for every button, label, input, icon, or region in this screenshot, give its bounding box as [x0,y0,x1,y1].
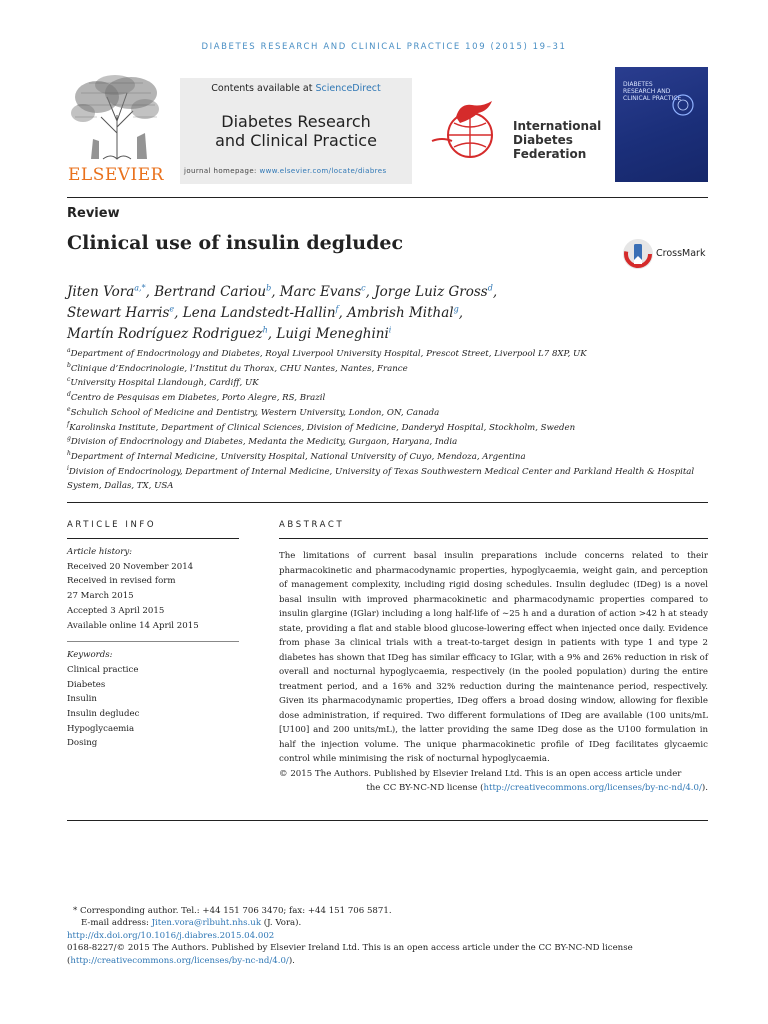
journal-info-box [180,78,412,184]
author-name: Lena Landstedt-Hallin [182,305,336,321]
journal-homepage-link[interactable]: www.elsevier.com/locate/diabres [259,167,387,175]
affiliation-item: $^e$Schulich School of Medicine and Dentistry, Western University, London, ON, Canada [67,405,440,418]
author-affiliation-link[interactable]: b [266,283,272,293]
affiliation-item: $^b$Clinique d’Endocrinologie, l’Institut du Thorax, CHU Nantes, Nantes, France [67,361,408,374]
article-info-rule [67,538,239,539]
keyword-item: Hypoglycaemia [67,723,135,734]
elsevier-logo [67,75,165,183]
abstract-body: The limitations of current basal insulin preparations include concerns related to their pharmacokinetic and pharmacodynamic properties, hypoglycaemia, weight gain, and perception of management complexity, including rigid dosing schedules. Insulin degludec (IDeg) is a novel basal insulin with improved pharmacokinetic and pharmacodynamic properties compared to insulin glargine (IGlar) including a long half-life of ∼25 h and a duration of action >42 h at steady state, providing a flat and stable blood glucose-lowering effect when injected once daily. Evidence from phase 3a clinical trials with a treat-to-target design in patients with type 1 and type 2 diabetes has shown that IDeg has similar efficacy to IGlar, with a 9% and 26% reduction in risk of overall and nocturnal hypoglycaemia, respectively (in the pooled population) during the entire treatment period, and a 16% and 32% reduction during the maintenance period, respectively. Given its pharmacodynamic properties, IDeg offers a broad dosing window, allowing for flexible dose administration, if required. Two different formulations of IDeg are available (100 units/mL [U100] and 200 units/mL), the latter providing the same IDeg dose as the U100 formulation in half the injection volume. The unique pharmacokinetic profile of IDeg facilitates glycaemic control while minimising the risk of nocturnal hypoglycaemia. © 2015 The Authors. Published by Elsevier Ireland Ltd. This is an open access article under the CC BY-NC-ND license (http://creativecommons.org/licenses/by-nc-nd/4.0/). [279,549,708,796]
keyword-item: Dosing [67,738,98,749]
article-info-heading: ARTICLE INFO [67,520,157,530]
author-affiliation-link[interactable]: i [388,325,392,335]
crossmark-label: CrossMark [656,248,706,259]
abstract-license: the CC BY-NC-ND license (http://creativecommons.org/licenses/by-nc-nd/4.0/). [366,783,708,793]
affiliation-item: $^h$Department of Internal Medicine, University Hospital, National University of Cuyo, Mendoza, Argentina [67,450,526,462]
journal-header [67,67,708,184]
keywords-rule [67,641,239,642]
cover-rings-icon [663,89,703,129]
abstract-section [279,520,708,539]
article-history: Article history: Received 20 November 2014 Received in revised form 27 March 2015 Accepted 3 April 2015 Available online 14 April 2015 [67,547,199,631]
elsevier-tree-icon [67,75,165,161]
author-list: Jiten Vora$^{a,*}$, Bertrand Cariou$^b$, Marc Evans$^c$, Jorge Luiz Gross$^d$, Stewart Harris$^e$, Lena Landstedt-Hallin$^f$, Ambrish Mithal$^g$, Martín Rodríguez Rodriguez$^h$, Luigi Meneghini$^i$ [67,283,498,342]
author-name: Jiten Vora [67,284,135,300]
abstract-rule [279,538,708,539]
author-name: Bertrand Cariou [154,284,267,300]
journal-title: Diabetes Research and Clinical Practice [215,112,377,150]
elsevier-wordmark: ELSEVIER [68,165,164,185]
abstract-divider [67,820,708,821]
keyword-item: Insulin degludec [67,709,140,720]
author-name: Luigi Meneghini [276,326,389,342]
author-affiliation-link[interactable]: e [169,304,175,314]
author-affiliation-link[interactable]: d [487,283,493,293]
author-affiliation-link[interactable]: f [335,304,339,314]
author-affiliation-link[interactable]: g [453,304,459,314]
affiliation-item: $^c$University Hospital Llandough, Cardiff, UK [67,376,259,389]
author-affiliation-link[interactable]: c [361,283,366,293]
article-info [67,520,239,751]
license-link[interactable]: http://creativecommons.org/licenses/by-nc-nd/4.0/ [483,783,702,793]
author-name: Ambrish Mithal [347,305,454,321]
author-affiliation-link[interactable]: h [262,325,268,335]
crossmark-badge[interactable] [622,238,712,270]
author-name: Jorge Luiz Gross [374,284,488,300]
affiliations-divider [67,502,708,503]
cover-title: DIABETES RESEARCH AND CLINICAL PRACTICE [623,81,682,102]
contents-available: Contents available at ScienceDirect [211,83,381,94]
idf-wordmark: International Diabetes Federation [513,119,602,161]
abstract-heading: ABSTRACT [279,520,345,530]
affiliation-item: $^d$Centro de Pesquisas em Diabetes, Porto Alegre, RS, Brazil [67,391,326,404]
affiliation-item: $^i$Division of Endocrinology, Department of Internal Medicine, University of Texas Southwestern Medical Center and Parkland Health & Hospital System, Dallas, TX, USA [67,464,695,492]
journal-cover-thumbnail [615,67,708,182]
footnote-license-link[interactable]: http://creativecommons.org/licenses/by-nc-nd/4.0/ [70,955,289,966]
doi-link[interactable]: http://dx.doi.org/10.1016/j.diabres.2015.04.002 [67,930,275,941]
sciencedirect-link[interactable]: ScienceDirect [315,83,381,94]
journal-homepage: journal homepage: www.elsevier.com/locate/diabres [184,167,387,175]
email-link[interactable]: Jiten.vora@rlbuht.nhs.uk [151,918,262,929]
email-note: E-mail address: Jiten.vora@rlbuht.nhs.uk (J. Vora). [81,918,302,929]
article-type: Review [67,206,120,221]
abstract-copyright: © 2015 The Authors. Published by Elsevier Ireland Ltd. This is an open access article under [279,768,682,779]
affiliation-list [67,347,708,494]
running-head: DIABETES RESEARCH AND CLINICAL PRACTICE 109 (2015) 19–31 [201,42,567,52]
article-title: Clinical use of insulin degludec [67,232,404,254]
author-name: Marc Evans [279,284,362,300]
idf-bird-icon [430,97,510,169]
keyword-item: Diabetes [67,679,106,690]
author-affiliation-link[interactable]: a,* [134,283,146,293]
crossmark-icon [622,238,654,270]
keyword-item: Insulin [67,694,97,705]
corresponding-author-note: * Corresponding author. Tel.: +44 151 706 3470; fax: +44 151 706 5871. [73,906,392,916]
affiliation-item: $^a$Department of Endocrinology and Diabetes, Royal Liverpool University Hospital, Prescot Street, Liverpool L7 8XP, UK [67,347,587,359]
keyword-item: Clinical practice [67,664,139,675]
affiliation-item: $^g$Division of Endocrinology and Diabetes, Medanta the Medicity, Gurgaon, Haryana, India [67,435,458,448]
idf-logo [430,97,510,169]
license-note: 0168-8227/© 2015 The Authors. Published by Elsevier Ireland Ltd. This is an open access article under the CC BY-NC-ND license (http://creativecommons.org/licenses/by-nc-nd/4.0/). [67,943,633,966]
keywords: Keywords: Clinical practice Diabetes Insulin Insulin degludec Hypoglycaemia Dosing [67,648,239,751]
footnotes [67,905,708,967]
author-name: Martín Rodríguez Rodriguez [67,326,263,342]
affiliation-item: $^f$Karolinska Institute, Department of Clinical Sciences, Division of Medicine, Danderyd Hospital, Stockholm, Sweden [67,420,576,433]
author-name: Stewart Harris [67,305,170,321]
header-divider [67,197,708,198]
